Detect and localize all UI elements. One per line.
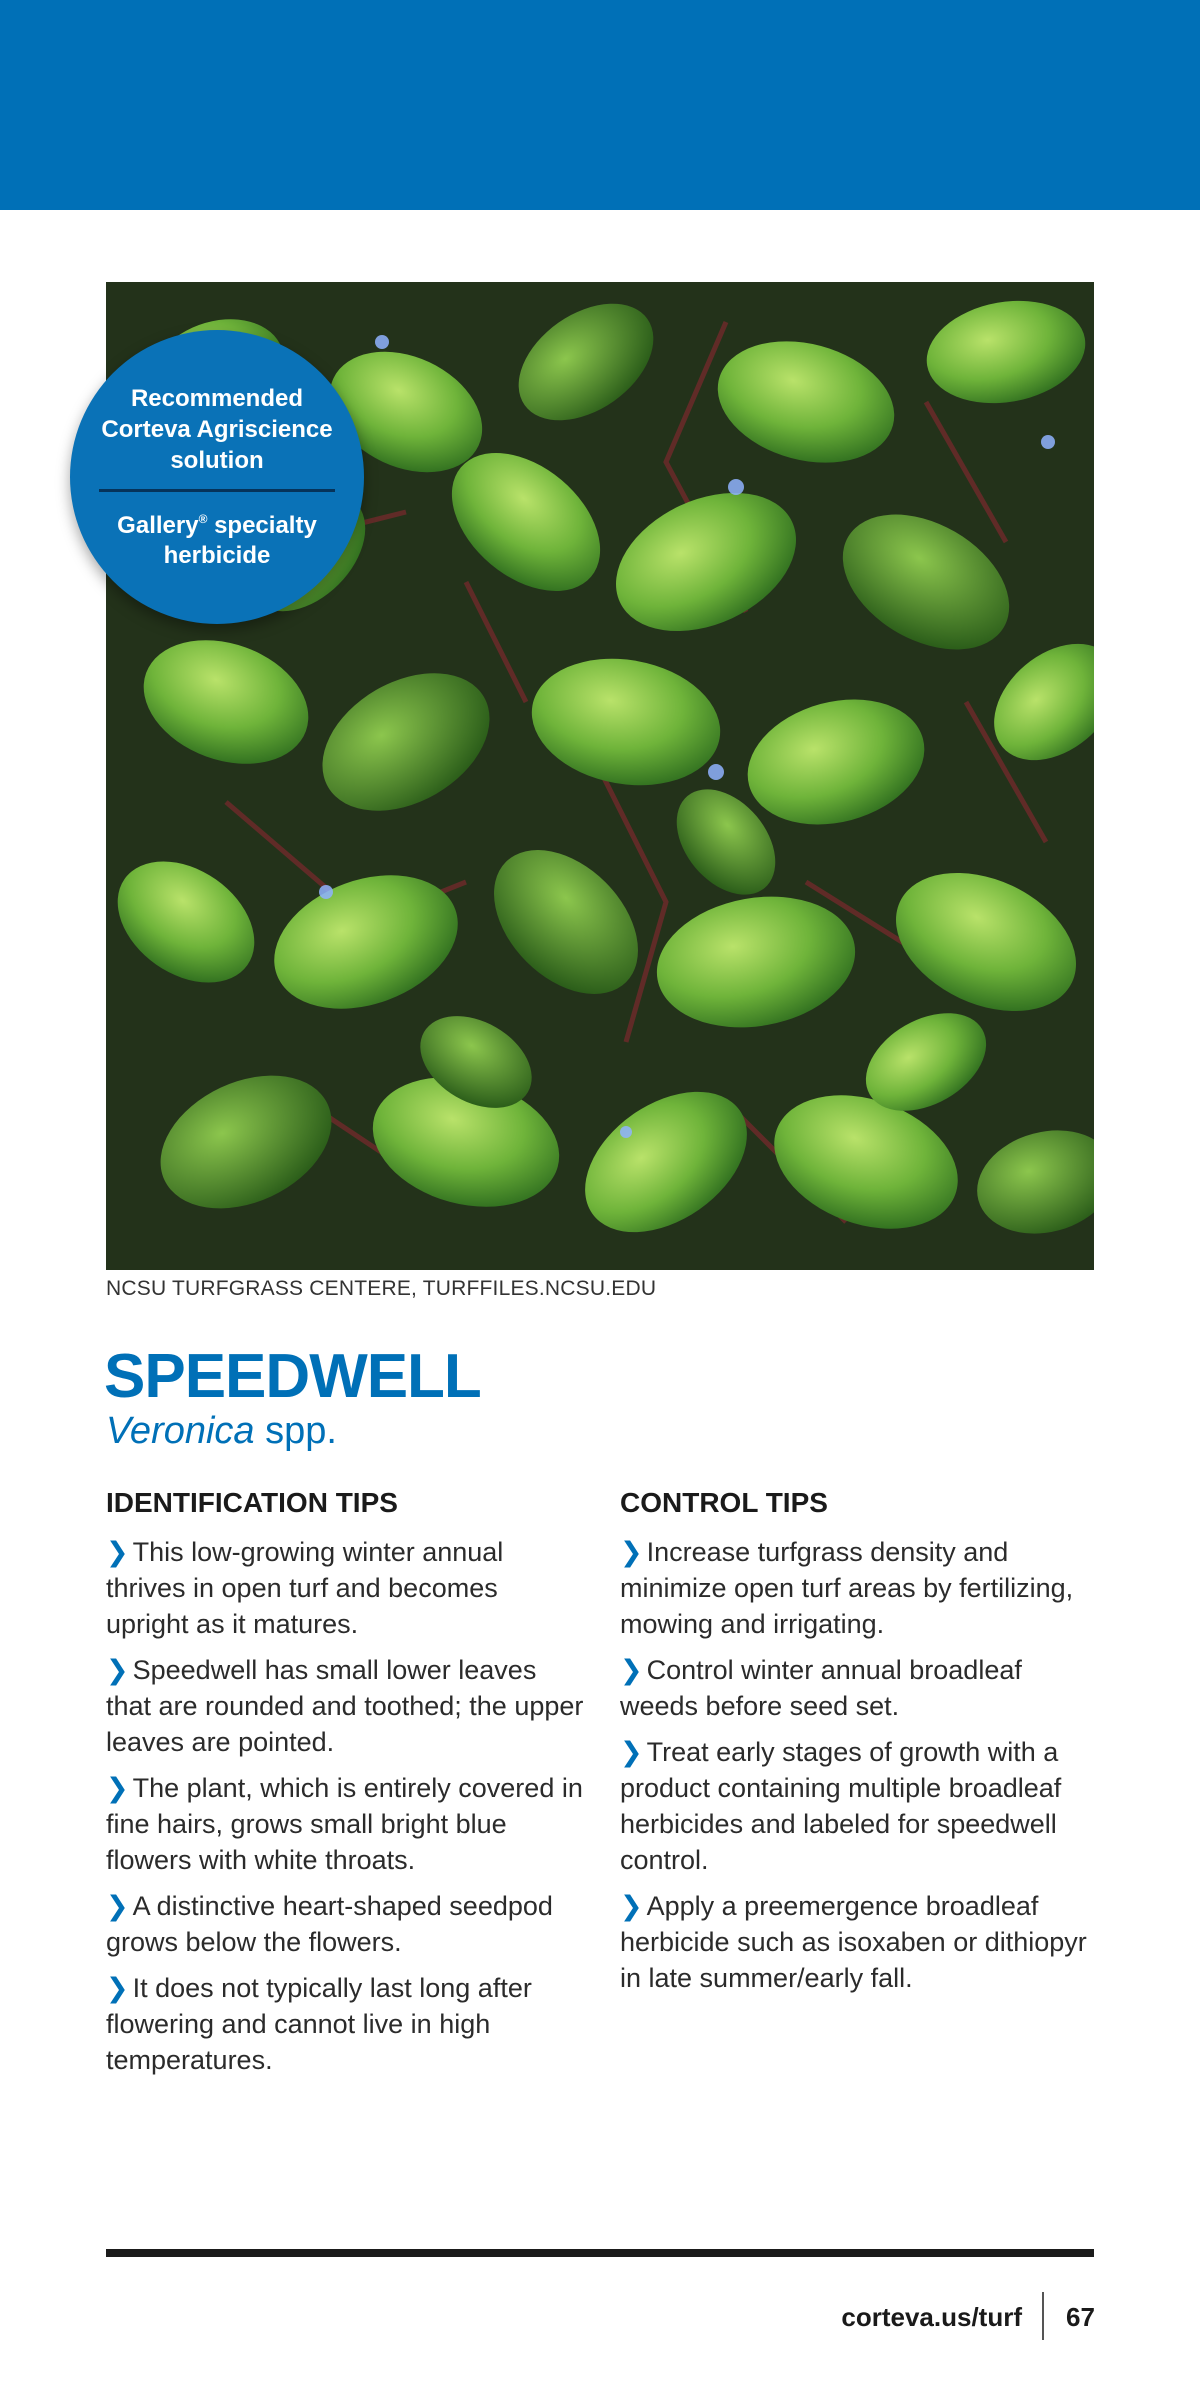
page-title: SPEEDWELL bbox=[104, 1342, 481, 1411]
chevron-right-icon: ❯ bbox=[620, 1737, 643, 1767]
tip-text: It does not typically last long after flowering and cannot live in high temperatures. bbox=[106, 1973, 532, 2075]
chevron-right-icon: ❯ bbox=[106, 1891, 129, 1921]
badge-recommended-text: Recommended Corteva Agriscience solution bbox=[101, 385, 333, 474]
identification-heading: IDENTIFICATION TIPS bbox=[106, 1487, 398, 1518]
chevron-right-icon: ❯ bbox=[106, 1773, 129, 1803]
tip-text: Apply a preemergence broadleaf herbicide such as isoxaben or dithiopyr in late summer/early fall. bbox=[620, 1891, 1087, 1993]
control-tip bbox=[620, 1534, 1100, 1642]
tip-text: Control winter annual broadleaf weeds before seed set. bbox=[620, 1655, 1022, 1721]
chevron-right-icon: ❯ bbox=[106, 1655, 129, 1685]
photo-credit: NCSU TURFGRASS CENTERE, TURFFILES.NCSU.EDU bbox=[106, 1277, 657, 1300]
page-number: 67 bbox=[1066, 2302, 1095, 2332]
tip-text: Speedwell has small lower leaves that are rounded and toothed; the upper leaves are pointed. bbox=[106, 1655, 584, 1757]
badge-product-text bbox=[97, 504, 337, 571]
control-tip bbox=[620, 1888, 1100, 1996]
identification-tip bbox=[106, 1970, 586, 2078]
chevron-right-icon: ❯ bbox=[620, 1537, 643, 1567]
chevron-right-icon: ❯ bbox=[106, 1973, 129, 2003]
tip-text: Treat early stages of growth with a product containing multiple broadleaf herbicides and labeled for speedwell control. bbox=[620, 1737, 1062, 1875]
control-tip bbox=[620, 1652, 1100, 1724]
registered-mark: ® bbox=[198, 512, 208, 526]
header-band bbox=[0, 0, 1200, 210]
identification-tip bbox=[106, 1534, 586, 1642]
control-tip bbox=[620, 1734, 1100, 1878]
identification-tips-section bbox=[106, 1484, 586, 2088]
scientific-name bbox=[106, 1406, 337, 1456]
chevron-right-icon: ❯ bbox=[620, 1655, 643, 1685]
tip-text: A distinctive heart-shaped seedpod grows below the flowers. bbox=[106, 1891, 553, 1957]
footer-rule bbox=[106, 2249, 1094, 2257]
footer-separator bbox=[1042, 2292, 1044, 2340]
identification-tip bbox=[106, 1888, 586, 1960]
chevron-right-icon: ❯ bbox=[620, 1891, 643, 1921]
badge-divider bbox=[99, 489, 335, 492]
identification-tip bbox=[106, 1652, 586, 1760]
control-tips-section bbox=[620, 1484, 1100, 2006]
tip-text: The plant, which is entirely covered in fine hairs, grows small bright blue flowers with white throats. bbox=[106, 1773, 583, 1875]
recommended-solution-badge bbox=[70, 330, 364, 624]
identification-tip bbox=[106, 1770, 586, 1878]
species-suffix: spp. bbox=[254, 1410, 337, 1452]
footer-url[interactable]: corteva.us/turf bbox=[841, 2302, 1022, 2332]
tip-text: This low-growing winter annual thrives in open turf and becomes upright as it matures. bbox=[106, 1537, 504, 1639]
chevron-right-icon: ❯ bbox=[106, 1537, 129, 1567]
control-heading: CONTROL TIPS bbox=[620, 1487, 828, 1518]
genus-name: Veronica bbox=[106, 1410, 255, 1452]
badge-product-name: Gallery bbox=[117, 512, 199, 539]
tip-text: Increase turfgrass density and minimize open turf areas by fertilizing, mowing and irrigating. bbox=[620, 1537, 1074, 1639]
badge-product-desc: specialty herbicide bbox=[163, 512, 317, 569]
